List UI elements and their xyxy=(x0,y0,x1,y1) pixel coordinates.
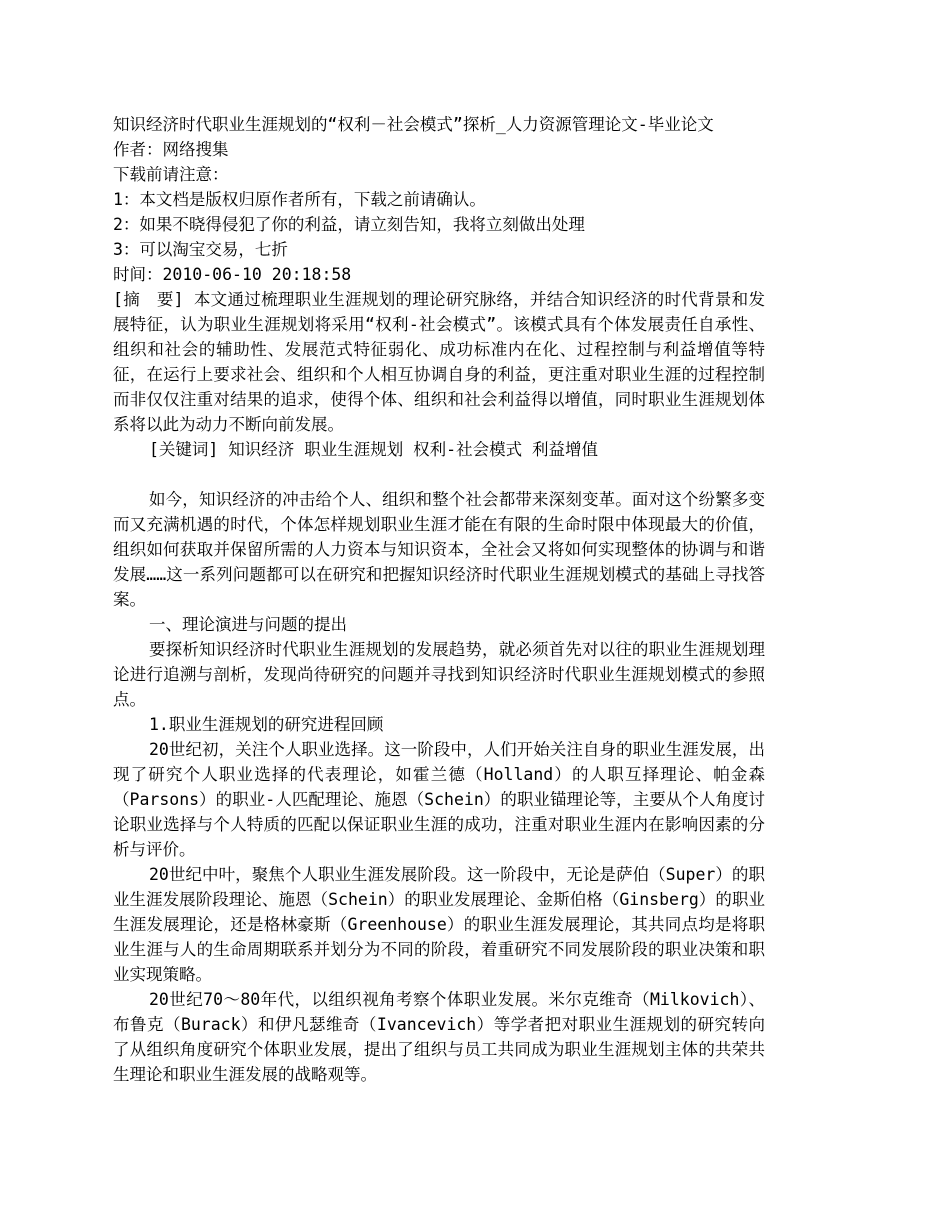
notice-item: 3：可以淘宝交易，七折 xyxy=(113,240,288,259)
body-paragraph: 20世纪初，关注个人职业选择。这一阶段中，人们开始关注自身的职业生涯发展，出现了研究个人职业选择的代表理论，如霍兰德（Holland）的人职互择理论、帕金森（Parsons）的职业-人匹配理论、施恩（Schein）的职业锚理论等，主要从个人角度讨论职业选择与个人特质的匹配以保证职业生涯的成功，注重对职业生涯内在影响因素的分析与评价。 xyxy=(113,740,765,859)
document-page xyxy=(113,112,765,1087)
subsection-heading: 1.职业生涯规划的研究进程回顾 xyxy=(149,715,384,734)
section-heading: 一、理论演进与问题的提出 xyxy=(149,615,347,634)
notice-heading: 下载前请注意： xyxy=(113,165,229,184)
author-line: 作者：网络搜集 xyxy=(113,140,229,159)
body-paragraph: 20世纪70～80年代，以组织视角考察个体职业发展。米尔克维奇（Milkovich）、布鲁克（Burack）和伊凡瑟维奇（Ivancevich）等学者把对职业生涯规划的研究转向了从组织角度研究个体职业发展，提出了组织与员工共同成为职业生涯规划主体的共荣共生理论和职业生涯发展的战略观等。 xyxy=(113,990,765,1084)
blank-line xyxy=(113,462,765,487)
notice-item: 2：如果不晓得侵犯了你的利益，请立刻告知，我将立刻做出处理 xyxy=(113,215,585,234)
timestamp: 时间：2010-06-10 20:18:58 xyxy=(113,265,352,284)
body-paragraph: 如今，知识经济的冲击给个人、组织和整个社会都带来深刻变革。面对这个纷繁多变而又充满机遇的时代，个体怎样规划职业生涯才能在有限的生命时限中体现最大的价值，组织如何获取并保留所需的人力资本与知识资本，全社会又将如何实现整体的协调与和谐发展……这一系列问题都可以在研究和把握知识经济时代职业生涯规划模式的基础上寻找答案。 xyxy=(113,490,765,609)
notice-item: 1：本文档是版权归原作者所有，下载之前请确认。 xyxy=(113,190,486,209)
document-title: 知识经济时代职业生涯规划的“权利－社会模式”探析_人力资源管理论文-毕业论文 xyxy=(113,115,714,134)
body-paragraph: 要探析知识经济时代职业生涯规划的发展趋势，就必须首先对以往的职业生涯规划理论进行追溯与剖析，发现尚待研究的问题并寻找到知识经济时代职业生涯规划模式的参照点。 xyxy=(113,640,765,709)
abstract: [摘 要] 本文通过梳理职业生涯规划的理论研究脉络，并结合知识经济的时代背景和发展特征，认为职业生涯规划将采用“权利-社会模式”。该模式具有个体发展责任自承性、组织和社会的辅助性、发展范式特征弱化、成功标准内在化、过程控制与利益增值等特征，在运行上要求社会、组织和个人相互协调自身的利益，更注重对职业生涯的过程控制而非仅仅注重对结果的追求，使得个体、组织和社会利益得以增值，同时职业生涯规划体系将以此为动力不断向前发展。 xyxy=(113,290,765,434)
keywords: [关键词] 知识经济 职业生涯规划 权利-社会模式 利益增值 xyxy=(149,440,599,459)
body-paragraph: 20世纪中叶，聚焦个人职业生涯发展阶段。这一阶段中，无论是萨伯（Super）的职业生涯发展阶段理论、施恩（Schein）的职业发展理论、金斯伯格（Ginsberg）的职业生涯发展理论，还是格林豪斯（Greenhouse）的职业生涯发展理论，其共同点均是将职业生涯与人的生命周期联系并划分为不同的阶段，着重研究不同发展阶段的职业决策和职业实现策略。 xyxy=(113,865,765,984)
